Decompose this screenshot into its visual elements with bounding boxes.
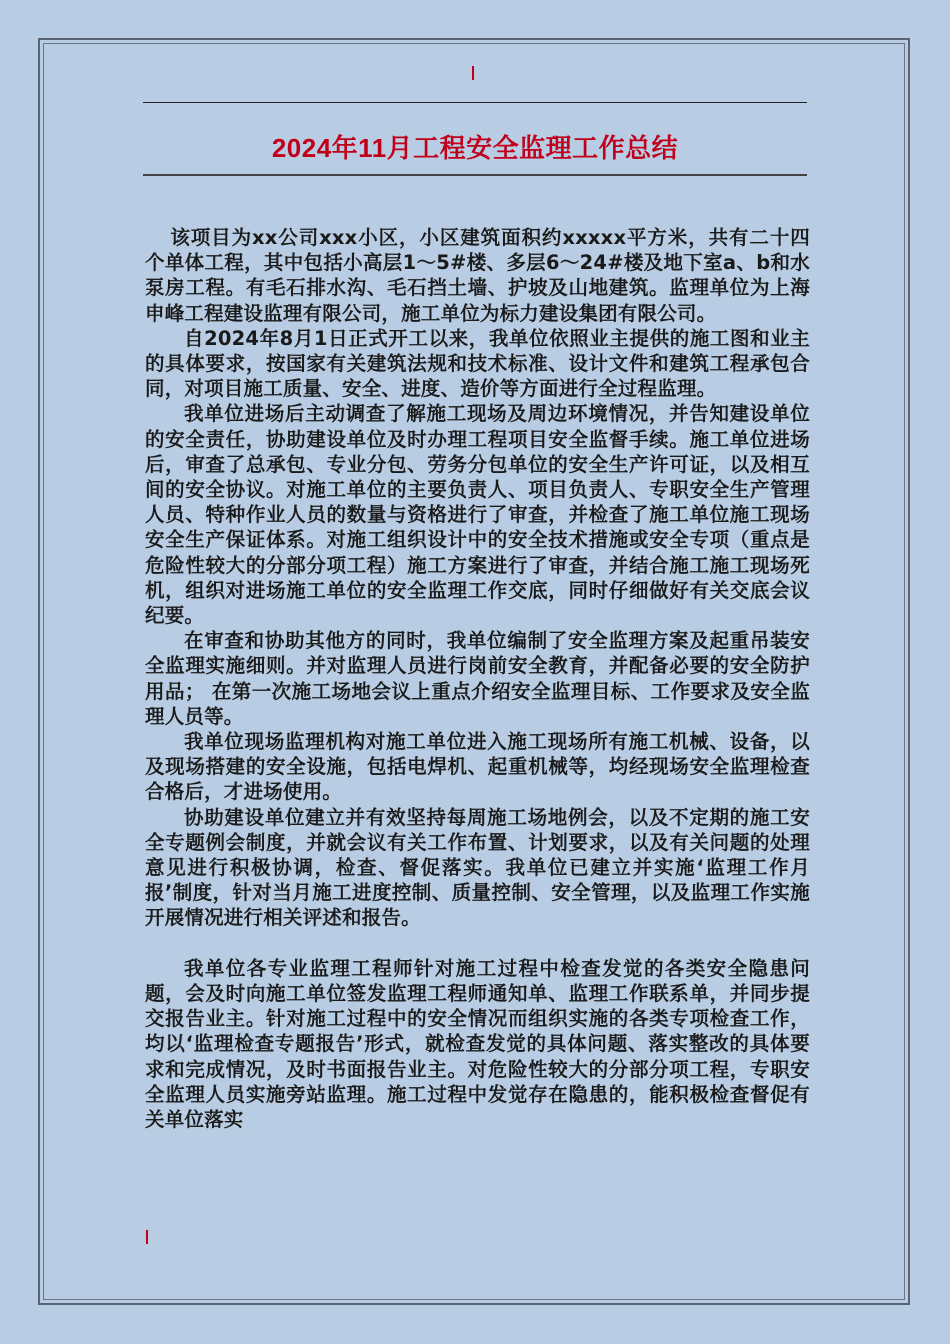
paragraph-6: 协助建设单位建立并有效坚持每周施工场地例会，以及不定期的施工安全专题例会制度，并就会议有关工作布置、计划要求，以及有关问题的处理意见进行积极协调，检查、督促落实。我单位已建立并实施‘监理工作月报’制度，针对当月施工进度控制、质量控制、安全管理，以及监理工作实施开展情况进行相关评述和报告。 <box>145 805 810 930</box>
footer-cursor-mark <box>146 1230 148 1244</box>
document-title: 2024年11月工程安全监理工作总结 <box>271 133 679 163</box>
header-cursor-mark <box>472 66 474 80</box>
paragraph-3: 我单位进场后主动调查了解施工现场及周边环境情况，并告知建设单位的安全责任，协助建设单位及时办理工程项目安全监督手续。施工单位进场后，审查了总承包、专业分包、劳务分包单位的安全生产许可证，以及相互间的安全协议。对施工单位的主要负责人、项目负责人、专职安全生产管理人员、特种作业人员的数量与资格进行了审查，并检查了施工单位施工现场安全生产保证体系。对施工组织设计中的安全技术措施或安全专项（重点是危险性较大的分部分项工程）施工方案进行了审查，并结合施工施工现场死机，组织对进场施工单位的安全监理工作交底，同时仔细做好有关交底会议纪要。 <box>145 402 810 628</box>
document-body <box>145 225 810 1132</box>
paragraph-7: 我单位各专业监理工程师针对施工过程中检查发觉的各类安全隐患问题，会及时向施工单位签发监理工程师通知单、监理工作联系单，并同步提交报告业主。针对施工过程中的安全情况而组织实施的各类专项检查工作，均以‘监理检查专题报告’形式，就检查发觉的具体问题、落实整改的具体要求和完成情况，及时书面报告业主。对危险性较大的分部分项工程，专职安全监理人员实施旁站监理。施工过程中发觉存在隐患的，能积极检查督促有关单位落实 <box>145 956 810 1131</box>
title-rule <box>143 174 807 176</box>
paragraph-5: 我单位现场监理机构对施工单位进入施工现场所有施工机械、设备，以及现场搭建的安全设施，包括电焊机、起重机械等，均经现场安全监理检查合格后，才进场使用。 <box>145 730 810 804</box>
header-rule <box>143 102 807 103</box>
paragraph-2: 自2024年8月1日正式开工以来，我单位依照业主提供的施工图和业主的具体要求，按国家有关建筑法规和技术标准、设计文件和建筑工程承包合同，对项目施工质量、安全、进度、造价等方面进行全过程监理。 <box>145 326 810 401</box>
paragraph-4: 在审查和协助其他方的同时，我单位编制了安全监理方案及起重吊装安全监理实施细则。并对监理人员进行岗前安全教育，并配备必要的安全防护用品； 在第一次施工场地会议上重点介绍安全监理目标、工作要求及安全监理人员等。 <box>145 629 810 728</box>
paragraph-1: 该项目为xx公司xxx小区，小区建筑面积约xxxxx平方米，共有二十四个单体工程，其中包括小高层1～5#楼、多层6～24#楼及地下室a、b和水泵房工程。有毛石排水沟、毛石挡土墙、护坡及山地建筑。监理单位为上海申峰工程建设监理有限公司，施工单位为标力建设集团有限公司。 <box>145 226 810 325</box>
